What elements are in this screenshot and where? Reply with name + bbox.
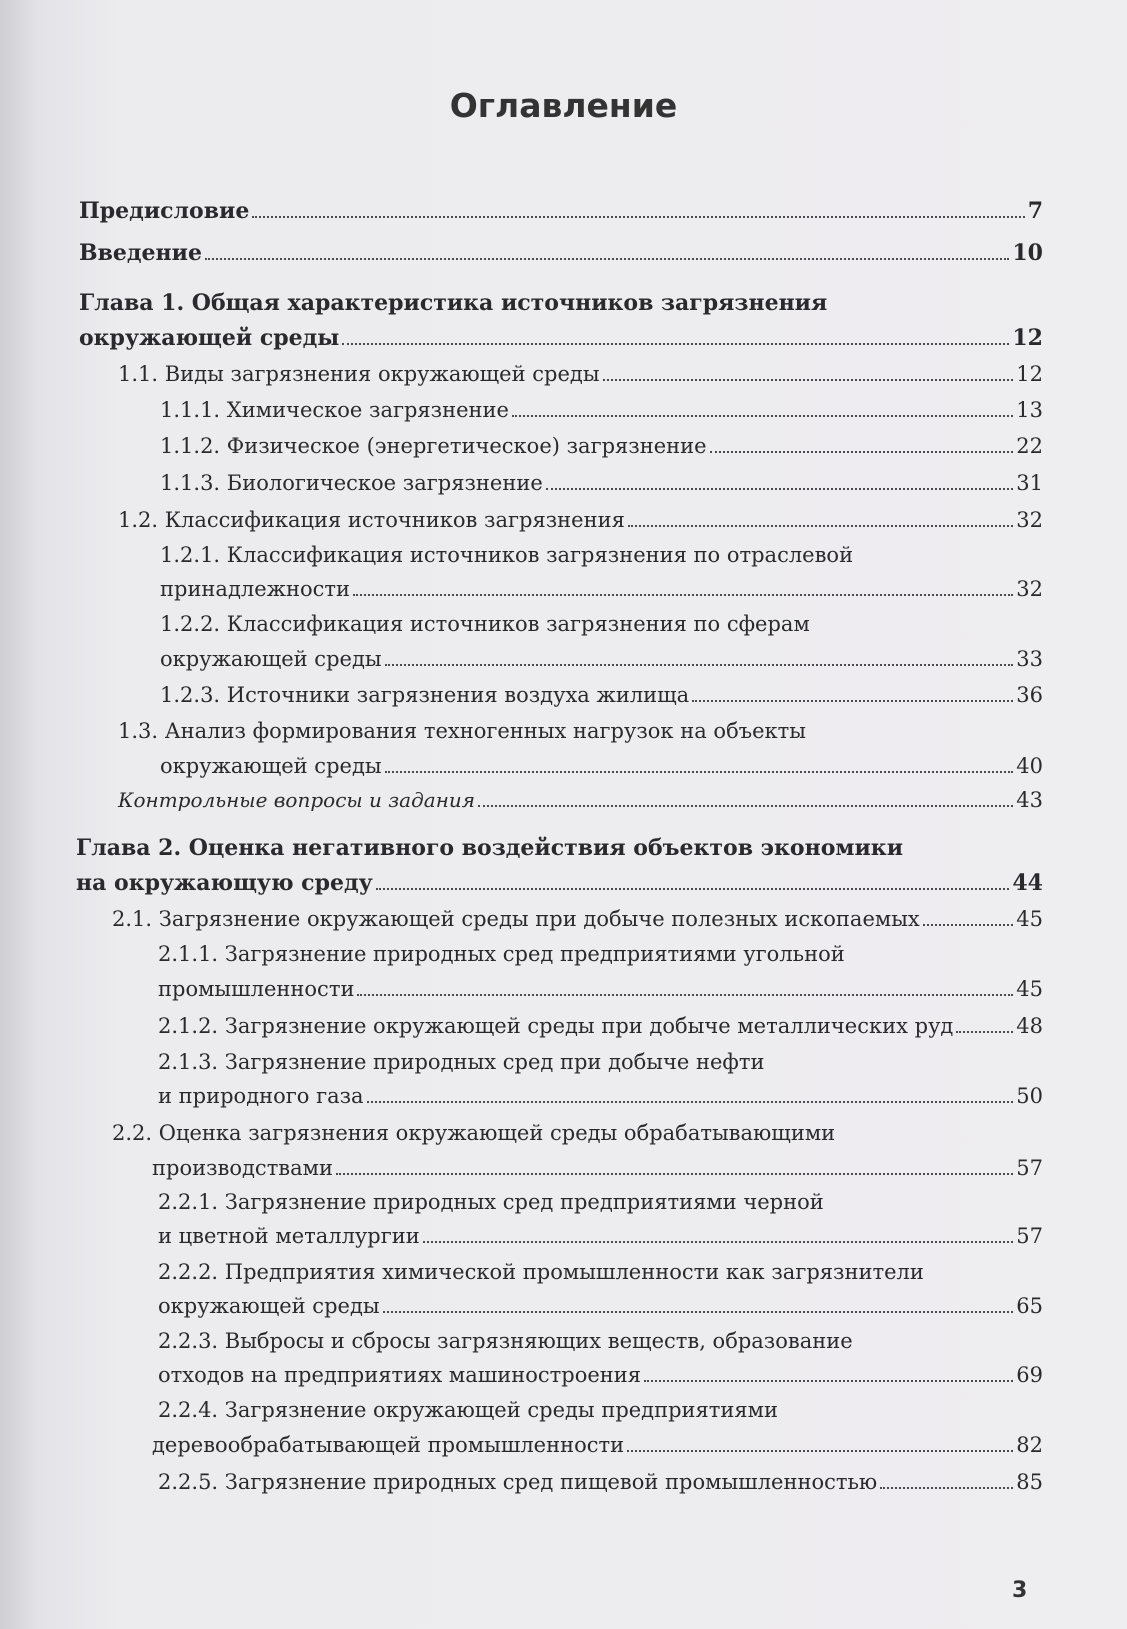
toc-entry-title[interactable]: 1.2.2. Классификация источников загрязнения по сферам xyxy=(160,612,810,636)
leader-dots xyxy=(423,1241,1014,1243)
toc-entry-title[interactable]: 2.1.3. Загрязнение природных сред при добыче нефти xyxy=(158,1050,765,1074)
toc-page-number: 45 xyxy=(1016,907,1043,931)
toc-entry-title: Введение xyxy=(79,240,202,266)
toc-page-number: 44 xyxy=(1012,870,1043,896)
toc-entry-title-cont: производствами xyxy=(152,1156,333,1180)
toc-page-number: 13 xyxy=(1016,398,1043,422)
toc-entry-subsection[interactable] xyxy=(160,579,1043,600)
leader-dots xyxy=(644,1380,1013,1382)
toc-page-number: 85 xyxy=(1016,1470,1043,1494)
toc-page-number: 40 xyxy=(1016,754,1043,778)
toc-entry-title[interactable]: 1.2.1. Классификация источников загрязнения по отраслевой xyxy=(160,543,854,567)
toc-entry-title-cont: на окружающую среду xyxy=(76,870,373,896)
leader-dots xyxy=(205,258,1009,260)
toc-entry-section-1-1[interactable] xyxy=(118,364,1043,385)
toc-entry-subsection[interactable] xyxy=(160,685,1043,706)
toc-entry-title-cont: окружающей среды xyxy=(160,754,382,778)
leader-dots xyxy=(628,525,1013,527)
leader-dots xyxy=(252,216,1024,218)
toc-entry-title[interactable]: 2.2.4. Загрязнение окружающей среды предприятиями xyxy=(158,1398,778,1422)
toc-entry-section-2-2[interactable] xyxy=(152,1158,1043,1179)
toc-entry-title: 1.1. Виды загрязнения окружающей среды xyxy=(118,362,600,386)
toc-entry-title[interactable]: 1.3. Анализ формирования техногенных нагрузок на объекты xyxy=(118,719,806,743)
toc-entry-subsection[interactable] xyxy=(158,1296,1043,1317)
toc-page-number: 32 xyxy=(1016,577,1043,601)
leader-dots xyxy=(336,1173,1013,1175)
toc-entry-title-cont: и природного газа xyxy=(158,1084,364,1108)
toc-entry-title[interactable]: 2.2.2. Предприятия химической промышленности как загрязнители xyxy=(158,1260,924,1284)
toc-entry-subsection[interactable] xyxy=(158,1226,1043,1247)
toc-entry-title-cont: и цветной металлургии xyxy=(158,1224,420,1248)
leader-dots xyxy=(956,1031,1013,1033)
toc-entry-subsection[interactable] xyxy=(158,979,1043,1000)
toc-page-number: 22 xyxy=(1016,434,1043,458)
toc-entry-section-1-2[interactable] xyxy=(118,510,1043,531)
toc-page-number: 10 xyxy=(1012,240,1043,266)
leader-dots xyxy=(923,924,1014,926)
toc-entry-title-cont: отходов на предприятиях машиностроения xyxy=(158,1363,642,1387)
toc-entry-subsection[interactable] xyxy=(160,436,1043,457)
toc-entry-title[interactable]: 2.2. Оценка загрязнения окружающей среды обрабатывающими xyxy=(112,1121,836,1145)
toc-entry-title-cont: деревообрабатывающей промышленности xyxy=(152,1433,625,1457)
toc-entry-title-cont: принадлежности xyxy=(160,577,350,601)
toc-page-number: 57 xyxy=(1016,1224,1043,1248)
toc-entry-title: 1.1.1. Химическое загрязнение xyxy=(160,398,509,422)
toc-entry-chapter-1[interactable] xyxy=(79,327,1043,349)
toc-entry-section-2-1[interactable] xyxy=(112,909,1043,930)
toc-page-number: 31 xyxy=(1016,471,1043,495)
toc-entry-title-cont: окружающей среды xyxy=(79,325,340,351)
toc-entry-title: Контрольные вопросы и задания xyxy=(118,788,476,812)
leader-dots xyxy=(478,805,1013,807)
leader-dots xyxy=(385,771,1014,773)
page-title: Оглавление xyxy=(449,86,678,125)
toc-entry-title: 2.2.5. Загрязнение природных сред пищевой промышленностью xyxy=(158,1470,878,1494)
leader-dots xyxy=(357,994,1013,996)
toc-chapter-title[interactable]: Глава 2. Оценка негативного воздействия объектов экономики xyxy=(76,835,904,861)
leader-dots xyxy=(367,1101,1014,1103)
toc-entry-title: 1.1.2. Физическое (энергетическое) загрязнение xyxy=(160,434,707,458)
toc-entry-title: 1.1.3. Биологическое загрязнение xyxy=(160,471,543,495)
toc-page-number: 45 xyxy=(1016,977,1043,1001)
leader-dots xyxy=(353,594,1013,596)
toc-page-number: 48 xyxy=(1016,1014,1043,1038)
toc-entry-title-cont: промышленности xyxy=(158,977,355,1001)
toc-entry-title: 2.1. Загрязнение окружающей среды при добыче полезных ископаемых xyxy=(112,907,920,931)
toc-entry-title[interactable]: 2.1.1. Загрязнение природных сред предприятиями угольной xyxy=(158,942,845,966)
toc-entry-title[interactable]: 2.2.3. Выбросы и сбросы загрязняющих веществ, образование xyxy=(158,1329,853,1353)
toc-entry-title: Предисловие xyxy=(79,198,250,224)
toc-page-number: 57 xyxy=(1016,1156,1043,1180)
toc-page-number: 7 xyxy=(1027,198,1043,224)
toc-page-number: 33 xyxy=(1016,647,1043,671)
toc-entry-preface[interactable] xyxy=(79,200,1043,222)
toc-entry-subsection[interactable] xyxy=(160,649,1043,670)
toc-chapter-title[interactable]: Глава 1. Общая характеристика источников загрязнения xyxy=(79,290,828,316)
toc-entry-subsection[interactable] xyxy=(158,1472,1043,1493)
toc-page-number: 12 xyxy=(1012,325,1043,351)
toc-entry-review-questions[interactable] xyxy=(118,790,1043,811)
toc-entry-title: 1.2.3. Источники загрязнения воздуха жилища xyxy=(160,683,690,707)
toc-entry-title-cont: окружающей среды xyxy=(160,647,382,671)
toc-page-number: 32 xyxy=(1016,508,1043,532)
toc-entry-title-cont: окружающей среды xyxy=(158,1294,380,1318)
toc-page-number: 50 xyxy=(1016,1084,1043,1108)
toc-entry-title: 1.2. Классификация источников загрязнения xyxy=(118,508,625,532)
leader-dots xyxy=(546,488,1014,490)
toc-entry-chapter-2[interactable] xyxy=(76,872,1043,894)
leader-dots xyxy=(383,1311,1014,1313)
toc-entry-subsection[interactable] xyxy=(158,1086,1043,1107)
page-number: 3 xyxy=(1012,1578,1028,1603)
toc-entry-subsection[interactable] xyxy=(160,473,1043,494)
toc-entry-subsection[interactable] xyxy=(158,1365,1043,1386)
leader-dots xyxy=(512,415,1013,417)
toc-entry-introduction[interactable] xyxy=(79,242,1043,264)
toc-entry-title[interactable]: 2.2.1. Загрязнение природных сред предприятиями черной xyxy=(158,1190,824,1214)
toc-page-number: 82 xyxy=(1016,1433,1043,1457)
leader-dots xyxy=(342,343,1009,345)
leader-dots xyxy=(692,700,1013,702)
leader-dots xyxy=(376,888,1010,890)
leader-dots xyxy=(880,1487,1013,1489)
toc-entry-section-1-3[interactable] xyxy=(160,756,1043,777)
leader-dots xyxy=(385,664,1014,666)
toc-entry-title: 2.1.2. Загрязнение окружающей среды при добыче металлических руд xyxy=(158,1014,954,1038)
leader-dots xyxy=(603,379,1014,381)
leader-dots xyxy=(627,1450,1013,1452)
leader-dots xyxy=(710,451,1014,453)
toc-page-number: 12 xyxy=(1016,362,1043,386)
toc-entry-subsection[interactable] xyxy=(152,1435,1043,1456)
toc-entry-subsection[interactable] xyxy=(158,1016,1043,1037)
toc-page-number: 65 xyxy=(1016,1294,1043,1318)
toc-entry-subsection[interactable] xyxy=(160,400,1043,421)
toc-page-number: 43 xyxy=(1016,788,1043,812)
toc-page-number: 69 xyxy=(1016,1363,1043,1387)
toc-page-number: 36 xyxy=(1016,683,1043,707)
